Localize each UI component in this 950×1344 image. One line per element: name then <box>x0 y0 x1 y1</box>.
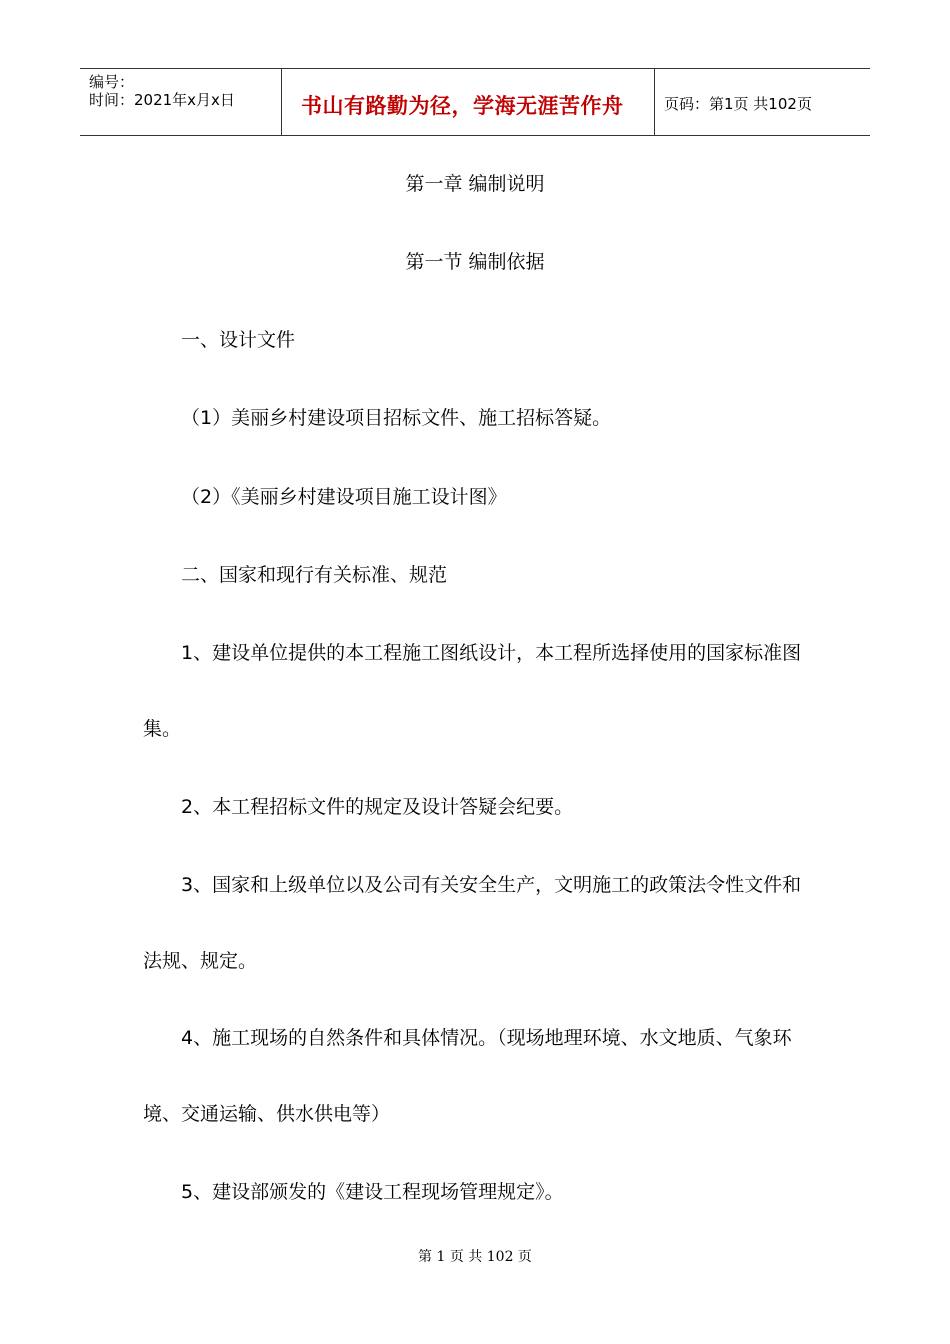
paragraph-line: （1）美丽乡村建设项目招标文件、施工招标答疑。 <box>181 407 612 429</box>
section-title: 第一节 编制依据 <box>405 251 545 273</box>
motto-text: 书山有路勤为径，学海无涯苦作舟 <box>301 93 624 118</box>
paragraph-line: 4、施工现场的自然条件和具体情况。（现场地理环境、水文地质、气象环 <box>181 1027 792 1049</box>
paragraph-line: 境、交通运输、供水供电等） <box>143 1103 391 1125</box>
paragraph-line: 1、建设单位提供的本工程施工图纸设计，本工程所选择使用的国家标准图 <box>181 642 802 664</box>
number-label: 编号： <box>89 73 135 91</box>
header-meta-cell <box>80 69 282 135</box>
heading-design-files: 一、设计文件 <box>181 329 296 351</box>
paragraph-line: 集。 <box>143 718 182 740</box>
paragraph-line: 3、国家和上级单位以及公司有关安全生产，文明施工的政策法令性文件和 <box>181 874 802 896</box>
header-page-cell <box>655 69 870 135</box>
header-motto-cell <box>282 69 655 135</box>
paragraph-line: 2、本工程招标文件的规定及设计答疑会纪要。 <box>181 796 574 818</box>
page-footer: 第 1 页 共 102 页 <box>418 1249 532 1265</box>
time-label: 时间：2021年x月x日 <box>89 91 235 109</box>
paragraph-line: 5、建设部颁发的《建设工程现场管理规定》。 <box>181 1181 564 1203</box>
document-header <box>80 68 870 136</box>
paragraph-line: 法规、规定。 <box>143 950 258 972</box>
chapter-title: 第一章 编制说明 <box>405 173 545 195</box>
header-page-info: 页码：第1页 共102页 <box>664 95 812 113</box>
heading-standards: 二、国家和现行有关标准、规范 <box>181 564 448 586</box>
paragraph-line: （2）《美丽乡村建设项目施工设计图》 <box>181 486 507 508</box>
